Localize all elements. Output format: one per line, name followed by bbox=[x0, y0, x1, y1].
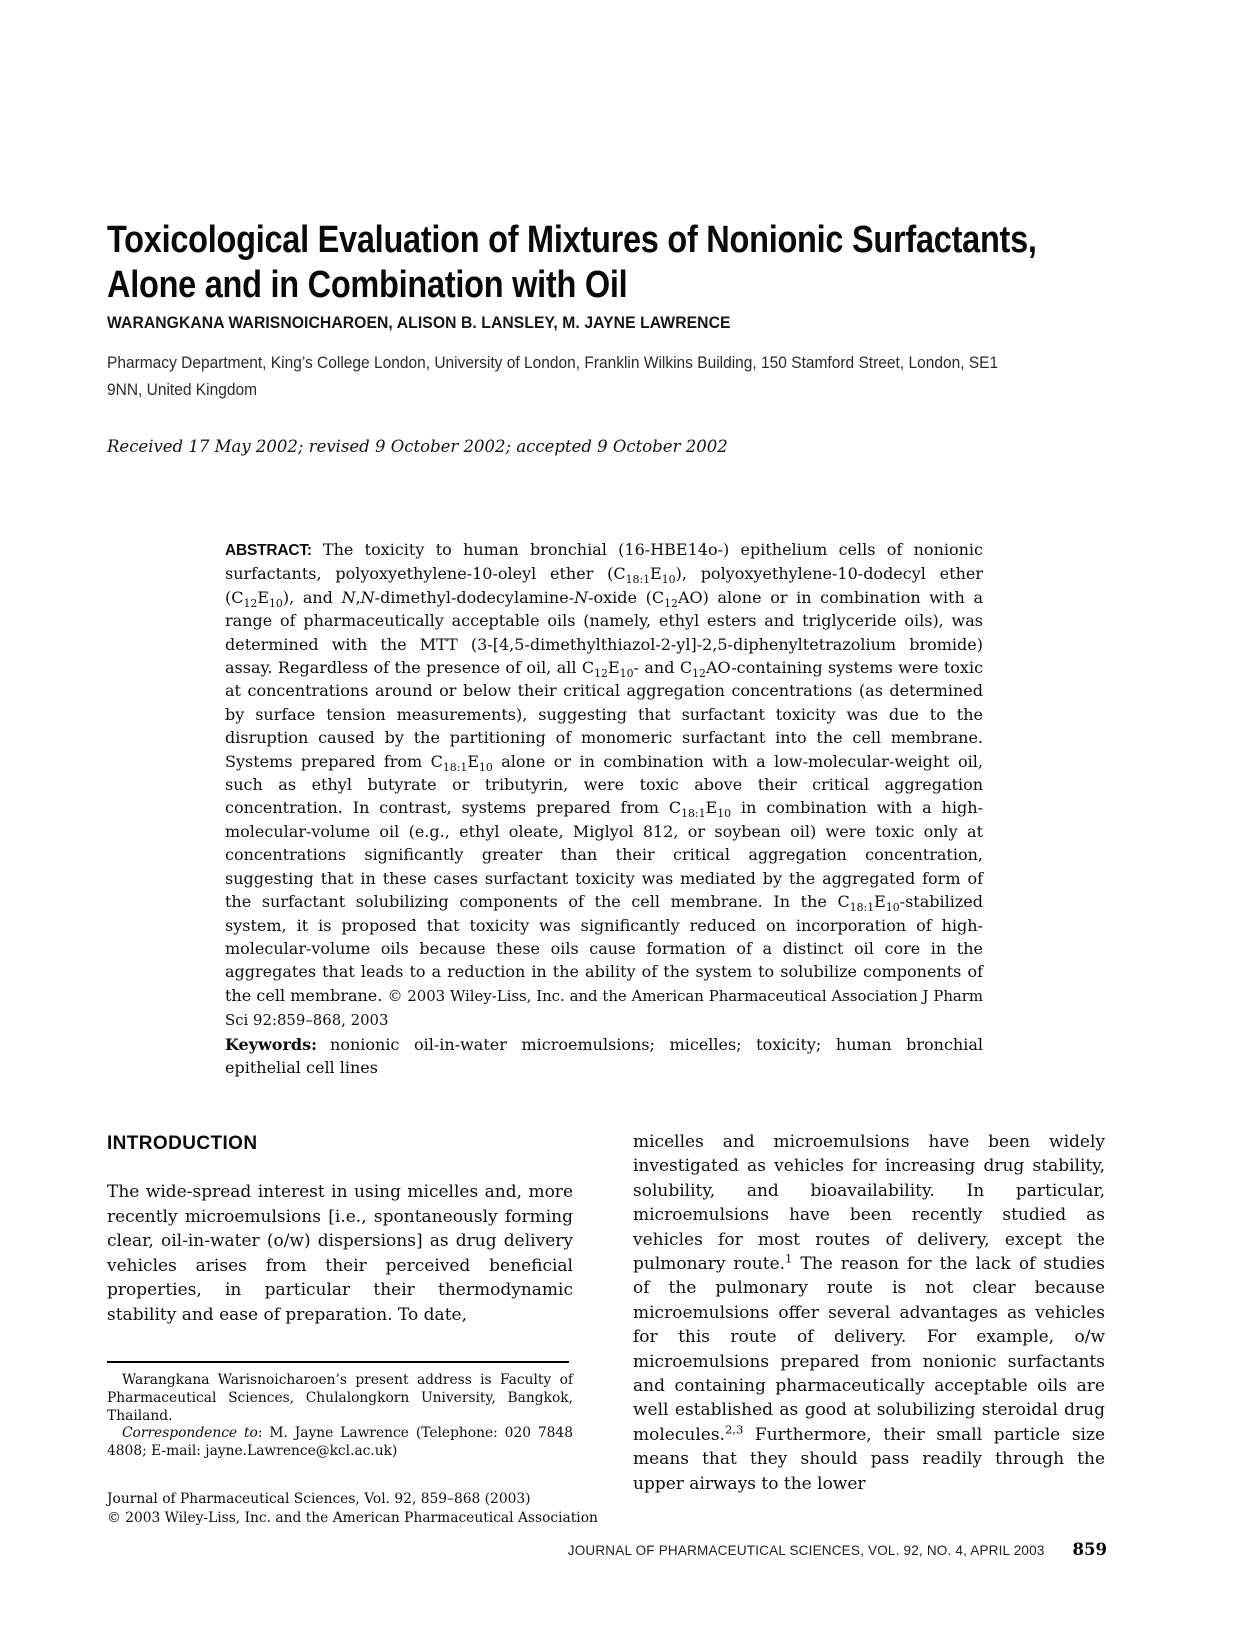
journal-citation-line: Journal of Pharmaceutical Sciences, Vol. 92, 859–868 (2003) bbox=[107, 1491, 531, 1507]
page-footer bbox=[107, 1540, 1107, 1559]
footer-journal-line: JOURNAL OF PHARMACEUTICAL SCIENCES, VOL. 92, NO. 4, APRIL 2003 bbox=[567, 1543, 1045, 1558]
correspondence-note: Correspondence to: M. Jayne Lawrence (Telephone: 020 7848 4808; E-mail: jayne.Lawrence@kcl.ac.uk) bbox=[107, 1425, 573, 1460]
intro-left-column: The wide-spread interest in using micelles and, more recently microemulsions [i.e., spontaneously forming clear, oil-in-water (o/w) dispersions] as drug delivery vehicles arises from their perceived beneficial properties, in particular their thermodynamic stability and ease of preparation. To date, bbox=[107, 1182, 573, 1325]
abstract-label: ABSTRACT: bbox=[225, 542, 312, 559]
author-affiliation: Pharmacy Department, King’s College London, University of London, Franklin Wilkins Building, 150 Stamford Street, London, SE1 9NN, United Kingdom bbox=[107, 354, 999, 399]
journal-citation-block bbox=[107, 1490, 607, 1528]
keywords-paragraph bbox=[225, 1033, 983, 1080]
article-title: Toxicological Evaluation of Mixtures of Nonionic Surfactants, Alone and in Combination with Oil bbox=[107, 219, 1037, 307]
footnote-divider bbox=[107, 1361, 569, 1363]
footer-page-number: 859 bbox=[1072, 1540, 1107, 1559]
copyright-line: © 2003 Wiley-Liss, Inc. and the American Pharmaceutical Association bbox=[107, 1510, 598, 1526]
present-address-note: Warangkana Warisnoicharoen’s present address is Faculty of Pharmaceutical Sciences, Chulalongkorn University, Bangkok, Thailand. bbox=[107, 1372, 573, 1424]
keywords-text: nonionic oil-in-water microemulsions; micelles; toxicity; human bronchial epithelial cell lines bbox=[225, 1034, 983, 1077]
received-dates: Received 17 May 2002; revised 9 October 2002; accepted 9 October 2002 bbox=[107, 437, 728, 456]
intro-right-column: micelles and microemulsions have been widely investigated as vehicles for increasing drug stability, solubility, and bioavailability. In particular, microemulsions have been recently studied as vehicles for most routes of delivery, except the pulmonary route.$^1$ The reason for the lack of studies of the pulmonary route is not clear because microemulsions offer several advantages as vehicles for this route of delivery. For example, o/w microemulsions prepared from nonionic surfactants and containing pharmaceutically acceptable oils are well established as good at solubilizing steroidal drug molecules.$^{2,3}$ Furthermore, their small particle size means that they should pass readily through the upper airways to the lower bbox=[633, 1132, 1105, 1494]
abstract-paragraph bbox=[225, 538, 983, 1033]
abstract-block bbox=[225, 538, 983, 1095]
abstract-text: The toxicity to human bronchial (16-HBE14o-) epithelium cells of nonionic surfactants, polyoxyethylene-10-oleyl ether $(C_{18:1}E_{10})$, polyoxyethylene-10-dodecyl ether $(C_{12}E_{10})$, and N,N-dimethyl-dodecylamine-N-oxide $(C_{12}AO)$ alone or in combination with a range of pharmaceutically acceptable oils (namely, ethyl esters and triglyceride oils), was determined with the MTT (3-[4,5-dimethylthiazol-2-yl]-2,5-diphenyltetrazolium bromide) assay. Regardless of the presence of oil, all $C_{12}E_{10}-$ and $C_{12}AO$-containing systems were toxic at concentrations around or below their critical aggregation concentrations (as determined by surface tension measurements), suggesting that surfactant toxicity was due to the disruption caused by the partitioning of monomeric surfactant into the cell membrane. Systems prepared from $C_{18:1}E_{10}$ alone or in combination with a low-molecular-weight oil, such as ethyl butyrate or tributyrin, were toxic above their critical aggregation concentration. In contrast, systems prepared from $C_{18:1}E_{10}$ in combination with a high-molecular-volume oil (e.g., ethyl oleate, Miglyol 812, or soybean oil) were toxic only at concentrations significantly greater than their critical aggregation concentration, suggesting that in these cases surfactant toxicity was mediated by the aggregated form of the surfactant solubilizing components of the cell membrane. In the $C_{18:1}E_{10}$-stabilized system, it is proposed that toxicity was significantly reduced on incorporation of high-molecular-volume oils because these oils cause formation of a distinct oil core in the aggregates that leads to a reduction in the ability of the system to solubilize components of the cell membrane. © 2003 Wiley-Liss, Inc. and the American Pharmaceutical Association J Pharm Sci 92:859–868, 2003 bbox=[225, 540, 984, 1030]
author-list: WARANGKANA WARISNOICHAROEN, ALISON B. LANSLEY, M. JAYNE LAWRENCE bbox=[107, 314, 731, 332]
footnote-block bbox=[107, 1372, 573, 1461]
keywords-label: Keywords: bbox=[225, 1034, 318, 1054]
introduction-heading: INTRODUCTION bbox=[107, 1133, 258, 1154]
